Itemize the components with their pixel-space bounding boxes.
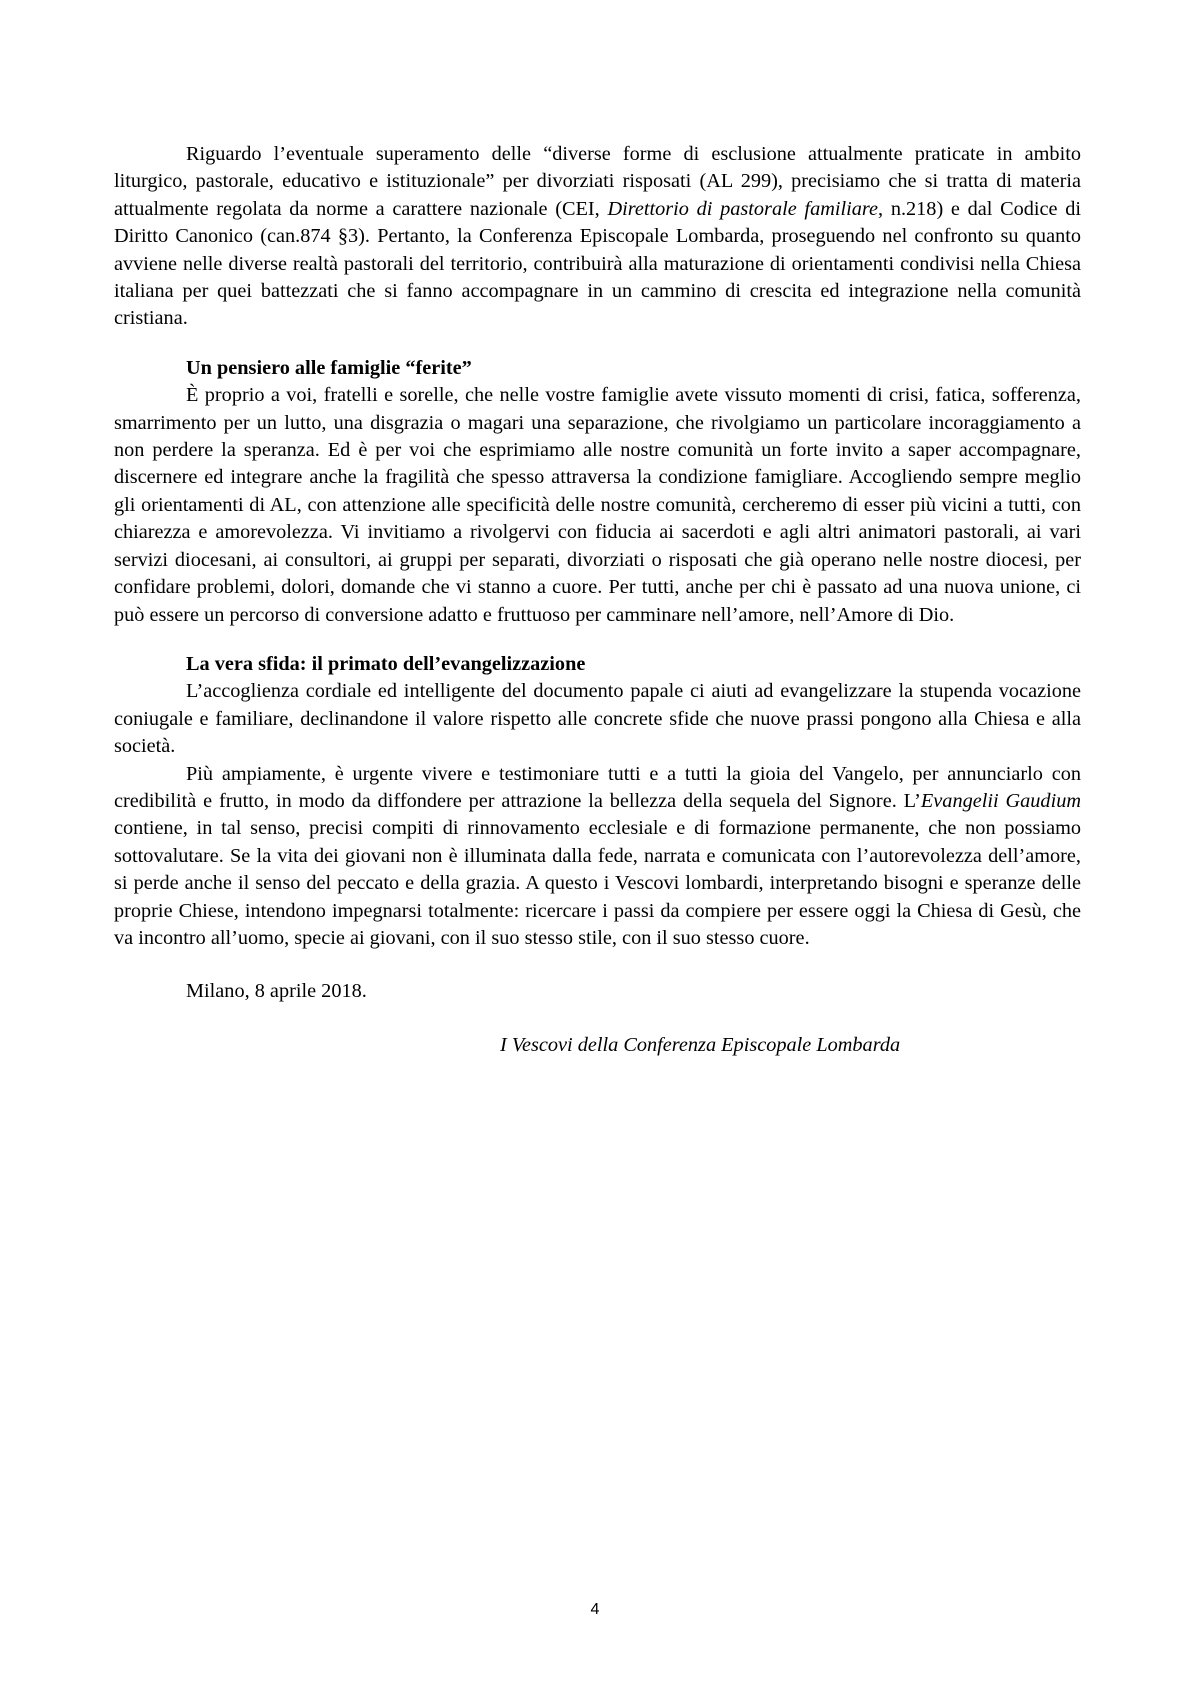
paragraph-evangelization-2-text-cont: contiene, in tal senso, precisi compiti di rinnovamento ecclesiale e di formazione permanente, che non possiamo sottovalutare. Se la vita dei giovani non è illuminata dalla fede, narrata e comunicata con l’autorevolezza dell’amore, si perde anche il senso del peccato e della grazia. A questo i Vescovi lombardi, interpretando bisogni e speranze delle proprie Chiese, intendono impegnarsi totalmente: ricercare i passi da compiere per essere oggi la Chiesa di Gesù, che va incontro all’uomo, specie ai giovani, con il suo stesso stile, con il suo stesso cuore. <box>114 817 1081 949</box>
paragraph-evangelization-2-text: Più ampiamente, è urgente vivere e testimoniare tutti e a tutti la gioia del Vangelo, per annunciarlo con credibilità e frutto, in modo da diffondere per attrazione la bellezza della sequela del Signore. L’ <box>114 762 1081 812</box>
paragraph-intro-text: Riguardo l’eventuale superamento delle “diverse forme di esclusione attualmente praticate in ambito liturgico, pastorale, educativo e istituzionale” per divorziati risposati (AL 299), precisiamo che si tratta di materia attualmente regolata da norme a carattere nazionale (CEI, <box>114 143 1081 220</box>
section-heading-families: Un pensiero alle famiglie “ferite” <box>186 356 472 379</box>
signature: I Vescovi della Conferenza Episcopale Lombarda <box>500 1033 901 1056</box>
paragraph-intro <box>114 141 1081 333</box>
document-body <box>114 141 1081 1059</box>
paragraph-families: È proprio a voi, fratelli e sorelle, che nelle vostre famiglie avete vissuto momenti di crisi, fatica, sofferenza, smarrimento per un lutto, una disgrazia o magari una separazione, che rivolgiamo un particolare incoraggiamento a non perdere la speranza. Ed è per voi che esprimiamo alle nostre comunità un forte invito a saper accompagnare, discernere ed integrare anche la fragilità che spesso attraversa la condizione famigliare. Accogliendo sempre meglio gli orientamenti di AL, con attenzione alle specificità delle nostre comunità, cercheremo di esser più vicini a tutti, con chiarezza e amorevolezza. Vi invitiamo a rivolgervi con fiducia ai sacerdoti e agli altri animatori pastorali, ai vari servizi diocesani, ai consultori, ai gruppi per separati, divorziati o risposati che già operano nelle nostre diocesi, per confidare problemi, dolori, domande che vi stanno a cuore. Per tutti, anche per chi è passato ad una nuova unione, ci può essere un percorso di conversione adatto e fruttuoso per camminare nell’amore, nell’Amore di Dio. <box>114 384 1081 626</box>
paragraph-evangelization-2 <box>114 761 1081 953</box>
paragraph-evangelization-1: L’accoglienza cordiale ed intelligente del documento papale ci aiuti ad evangelizzare la stupenda vocazione coniugale e familiare, declinandone il valore rispetto alle concrete sfide che nuove prassi pongono alla Chiesa e alla società. <box>114 680 1081 758</box>
spacer <box>114 629 1081 651</box>
page-number: 4 <box>590 1601 600 1618</box>
section-heading-evangelization: La vera sfida: il primato dell’evangelizzazione <box>186 652 586 675</box>
spacer <box>114 952 1081 978</box>
paragraph-intro-italic-title: Direttorio di pastorale familiare <box>607 197 879 220</box>
paragraph-evangelization-2-italic-title: Evangelii Gaudium <box>920 789 1081 812</box>
paragraph-intro-text-cont: , n.218) e dal Codice di Diritto Canonico (can.874 §3). Pertanto, la Conferenza Episcopale Lombarda, proseguendo nel confronto su quanto avviene nelle diverse realtà pastorali del territorio, contribuirà alla maturazione di orientamenti condivisi nella Chiesa italiana per quei battezzati che si fanno accompagnare in un cammino di crescita ed integrazione nella comunità cristiana. <box>114 197 1081 330</box>
spacer <box>114 1006 1081 1032</box>
date-line: Milano, 8 aprile 2018. <box>186 980 367 1003</box>
spacer <box>114 333 1081 355</box>
